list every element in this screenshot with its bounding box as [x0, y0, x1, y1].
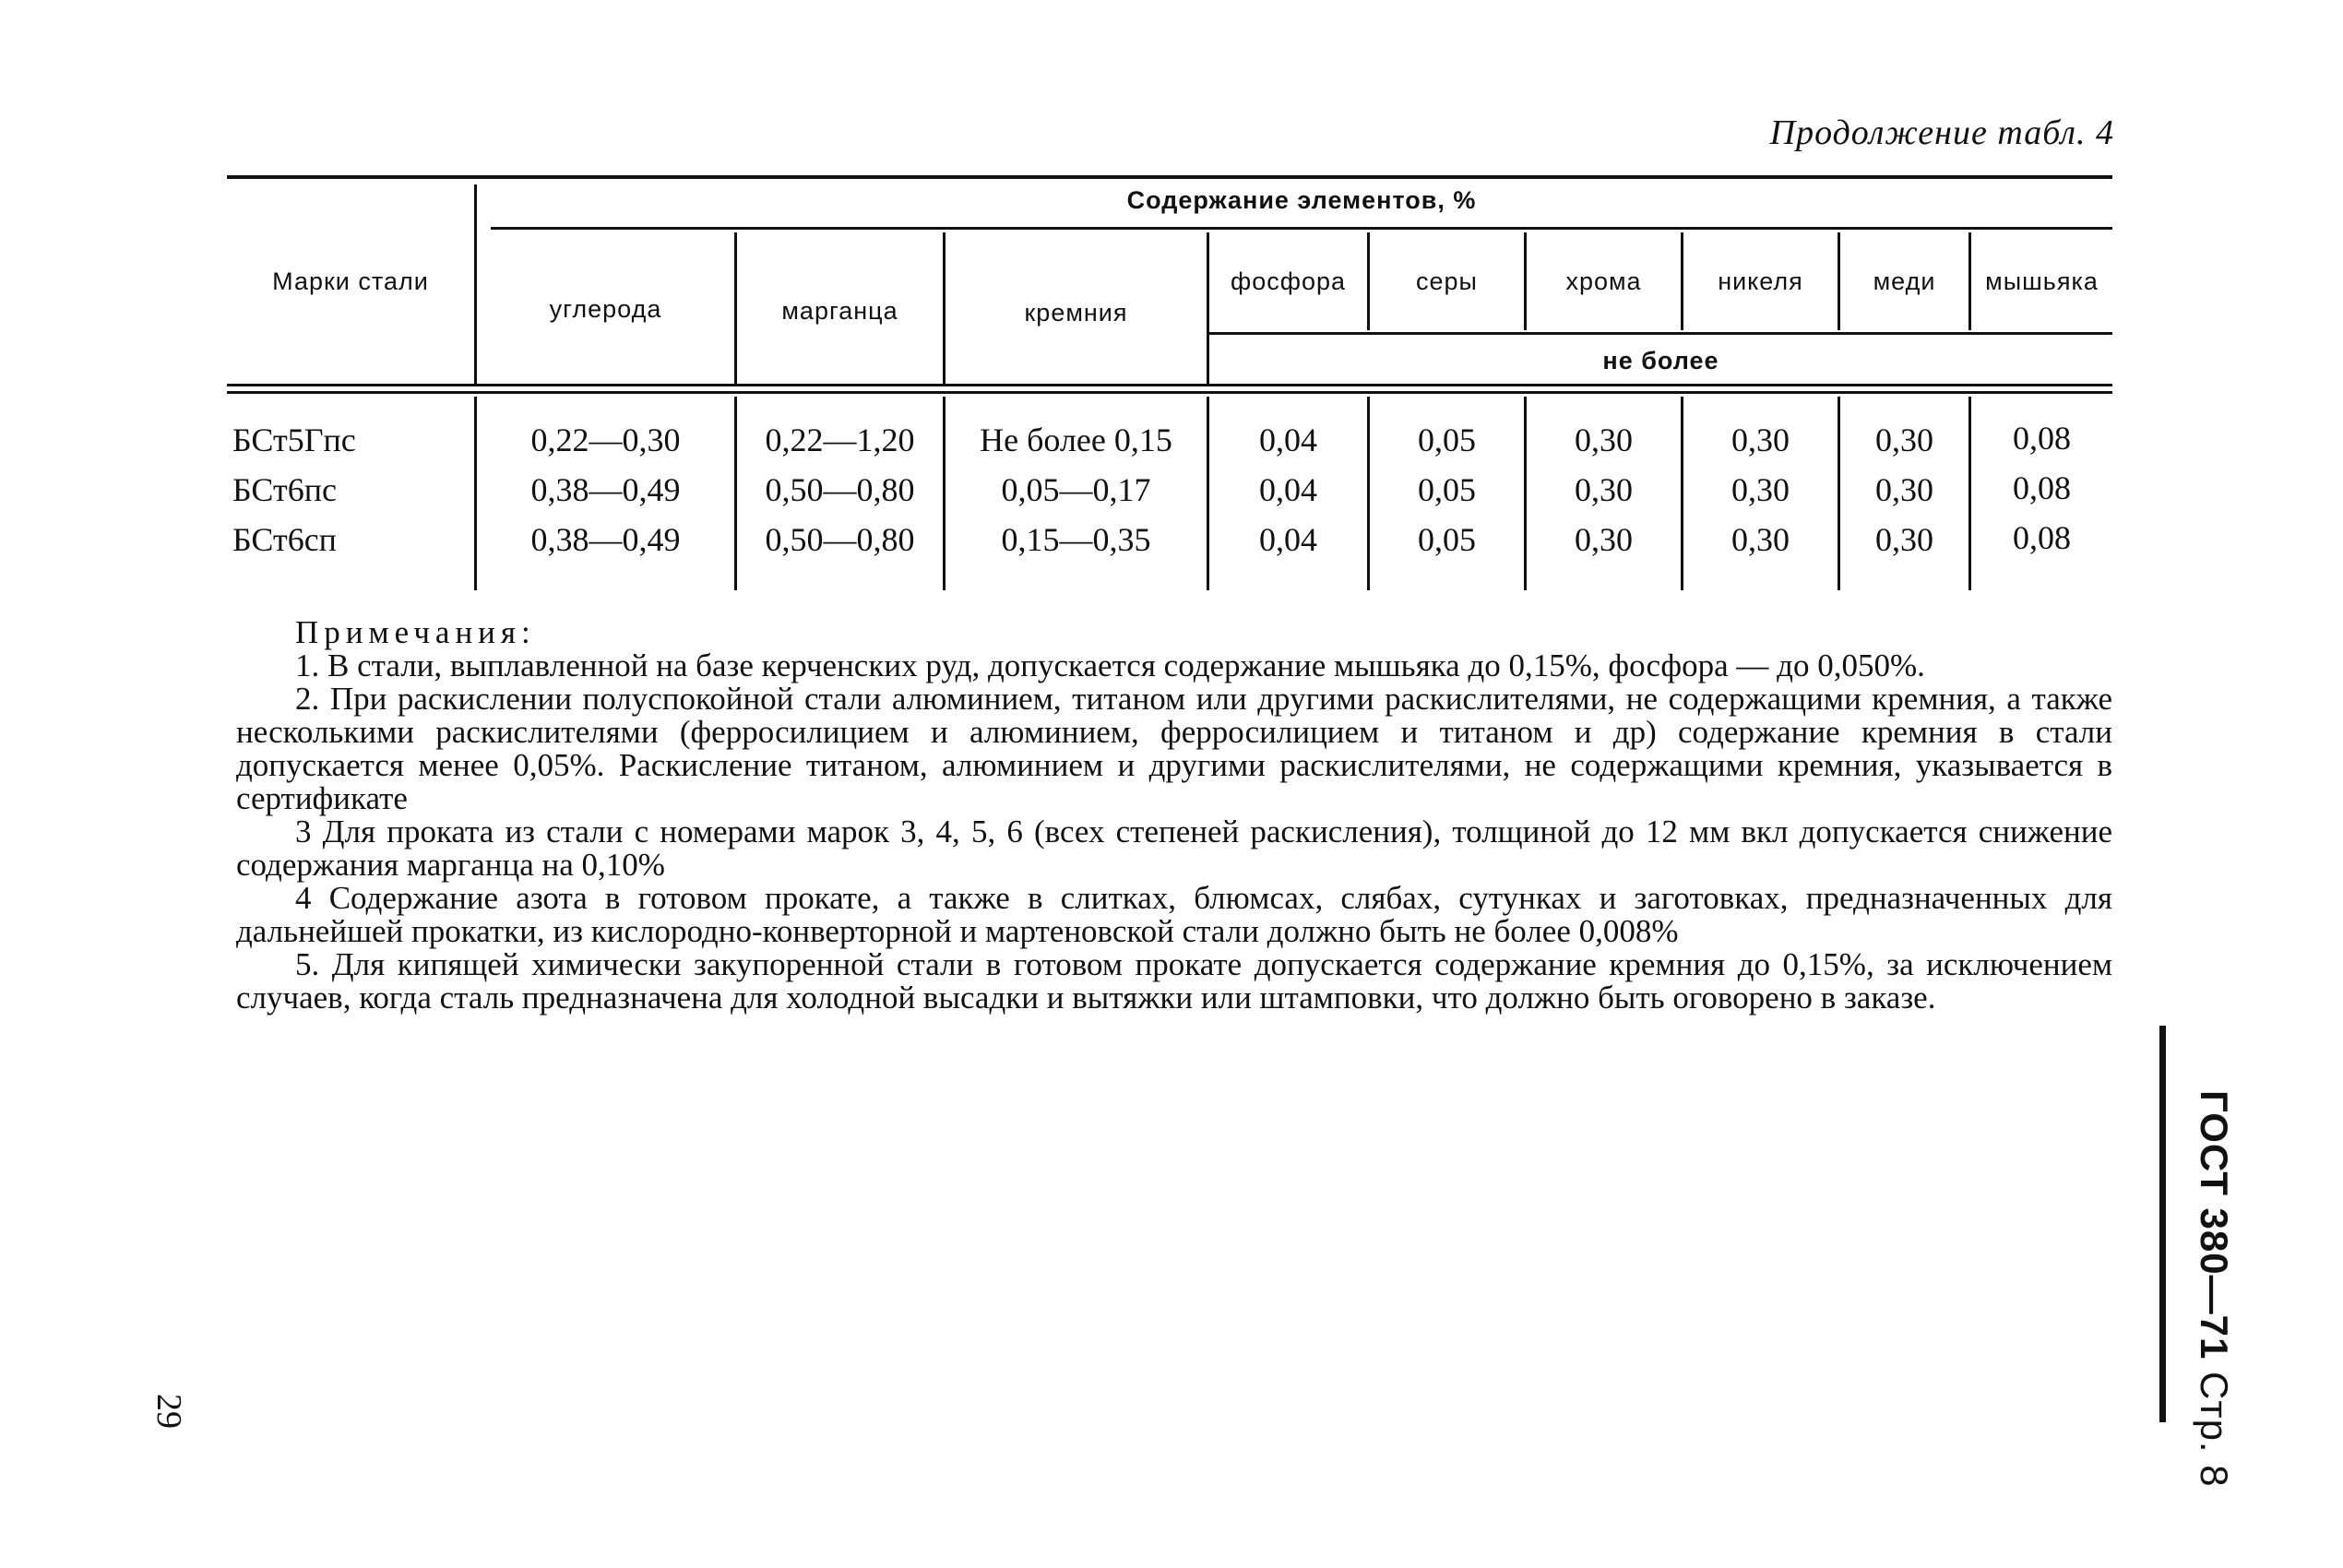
cell-chromium: 0,30: [1575, 521, 1633, 558]
col-divider: [474, 184, 477, 384]
not-more-header: не более: [1602, 347, 1719, 374]
cell-manganese: 0,50—0,80: [765, 521, 915, 558]
page-number: 29: [149, 1394, 188, 1429]
notes-section: [236, 616, 2112, 1015]
cell-manganese: 0,22—1,20: [765, 422, 915, 458]
cell-silicon: 0,15—0,35: [1001, 521, 1151, 558]
cell-chromium: 0,30: [1575, 471, 1633, 508]
col-header-manganese: марганца: [781, 297, 898, 325]
cell-carbon: 0,38—0,49: [530, 471, 681, 508]
col-header-arsenic: мышьяка: [1985, 267, 2099, 295]
cell-arsenic: 0,08: [2013, 420, 2071, 457]
cell-manganese: 0,50—0,80: [765, 471, 915, 508]
cell-sulfur: 0,05: [1418, 422, 1476, 458]
cell-phosphorus: 0,04: [1259, 471, 1317, 508]
cell-chromium: 0,30: [1575, 422, 1633, 458]
col-header-carbon: углерода: [549, 295, 662, 323]
cell-copper: 0,30: [1875, 521, 1933, 558]
note-item: 4 Содержание азота в готовом прокате, а также в слитках, блюмсах, слябах, сутунках и заготовках, предназначенных для дальнейшей прокатки, из кислородно-конверторной и мартеновской стали должно быть не более 0,008%: [236, 880, 2112, 949]
cell-carbon: 0,22—0,30: [530, 422, 681, 458]
side-margin-bar: [2159, 1026, 2166, 1422]
row-brand: БСт6пс: [232, 471, 337, 508]
brand-header: Марки стали: [272, 267, 429, 295]
cell-phosphorus: 0,04: [1259, 521, 1317, 558]
group-header-rule: [491, 227, 2112, 230]
cell-silicon: 0,05—0,17: [1001, 471, 1151, 508]
row-brand: БСт5Гпс: [232, 422, 356, 458]
row-brand: БСт6сп: [232, 521, 337, 558]
cell-silicon: Не более 0,15: [980, 422, 1172, 458]
header-bottom-rule-1: [227, 384, 2112, 386]
header-bottom-rule-2: [227, 391, 2112, 394]
cell-nickel: 0,30: [1731, 521, 1790, 558]
note-item: 1. В стали, выплавленной на базе керченских руд, допускается содержание мышьяка до 0,15%, фосфора — до 0,050%.: [295, 647, 1925, 683]
note-item: 2. При раскислении полуспокойной стали алюминием, титаном или другими раскислителями, не содержащими кремния, а также несколькими раскислителями (ферросилицием и алюминием, ферросилицием и титаном и др) содержание кремния в стали допускается менее 0,05%. Раскисление титаном, алюминием и другими раскислителями, не содержащими кремния, указывается в сертификате: [236, 681, 2112, 816]
gost-page: Стр. 8: [2193, 1372, 2236, 1488]
cell-nickel: 0,30: [1731, 422, 1790, 458]
note-item: 3 Для проката из стали с номерами марок 3, 4, 5, 6 (всех степеней раскисления), толщиной до 12 мм вкл допускается снижение содержания марганца на 0,10%: [236, 814, 2112, 883]
col-header-sulfur: серы: [1416, 267, 1478, 295]
col-header-copper: меди: [1873, 267, 1936, 295]
subheader-rule: [1208, 332, 2112, 335]
cell-sulfur: 0,05: [1418, 521, 1476, 558]
cell-carbon: 0,38—0,49: [530, 521, 681, 558]
side-gost-label: [2192, 1090, 2236, 1488]
cell-sulfur: 0,05: [1418, 471, 1476, 508]
group-header: Содержание элементов, %: [1126, 186, 1477, 214]
cell-arsenic: 0,08: [2013, 469, 2071, 506]
cell-copper: 0,30: [1875, 422, 1933, 458]
cell-phosphorus: 0,04: [1259, 422, 1317, 458]
cell-arsenic: 0,08: [2013, 519, 2071, 556]
note-item: 5. Для кипящей химически закупоренной стали в готовом прокате допускается содержание кремния до 0,15%, за исключением случаев, когда сталь предназначена для холодной высадки и вытяжки или штамповки, что должно быть оговорено в заказе.: [236, 946, 2112, 1016]
col-header-chromium: хрома: [1565, 267, 1642, 295]
notes-title: Примечания:: [295, 614, 536, 650]
cell-nickel: 0,30: [1731, 471, 1790, 508]
col-header-silicon: кремния: [1024, 299, 1128, 327]
col-header-nickel: никеля: [1718, 267, 1803, 295]
col-header-phosphorus: фосфора: [1231, 267, 1346, 295]
table-caption: Продолжение табл. 4: [1769, 113, 2114, 152]
table-top-rule: [227, 175, 2112, 179]
gost-number: ГОСТ 380—71: [2193, 1090, 2236, 1360]
composition-table: [227, 175, 2112, 600]
cell-copper: 0,30: [1875, 471, 1933, 508]
